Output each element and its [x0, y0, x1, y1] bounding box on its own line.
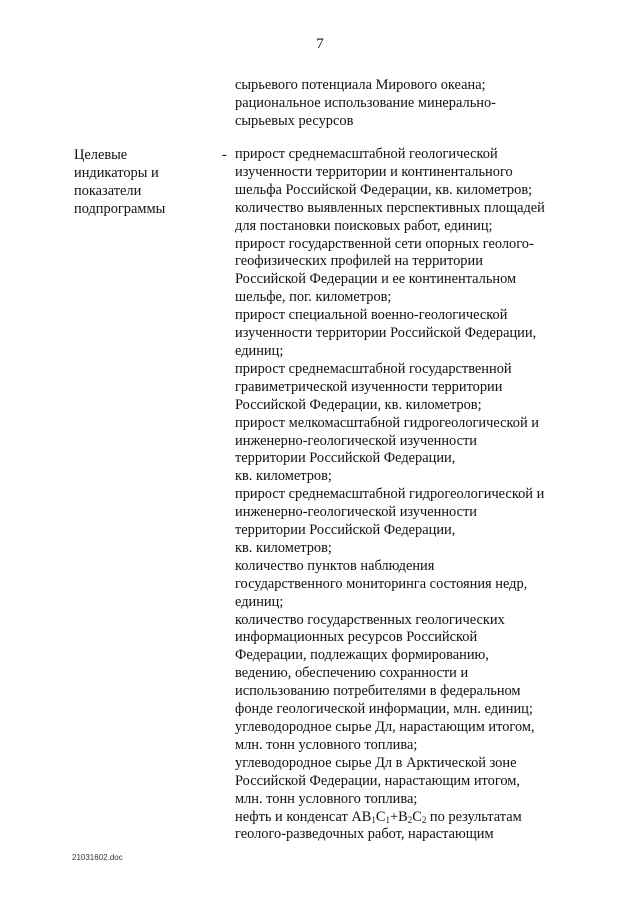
indicator-line: млн. тонн условного топлива; — [235, 736, 418, 753]
indicator-line: инженерно-геологической изученности — [235, 432, 477, 449]
section-label-line: Целевые — [74, 147, 128, 163]
indicator-line: для постановки поисковых работ, единиц; — [235, 217, 493, 234]
reserves-line — [235, 809, 615, 827]
indicator-line: млн. тонн условного топлива; — [235, 790, 418, 807]
reserves-ab: АВ — [351, 808, 372, 825]
indicator-line: геолого-разведочных работ, нарастающим — [235, 826, 494, 843]
indicator-line: геофизических профилей на территории — [235, 253, 483, 270]
indicator-line: прирост государственной сети опорных геолого- — [235, 235, 534, 252]
indicators-list — [235, 146, 615, 844]
indicator-line: шельфе, пог. километров; — [235, 289, 392, 306]
indicator-line: Российской Федерации, кв. километров; — [235, 396, 482, 413]
reserves-sub: 1 — [371, 814, 376, 825]
indicator-line: шельфа Российской Федерации, кв. километров; — [235, 181, 533, 198]
indicator-line: количество выявленных перспективных площадей — [235, 199, 545, 216]
intro-line: сырьевых ресурсов — [235, 113, 354, 129]
indicator-line: инженерно-геологической изученности — [235, 504, 477, 521]
indicator-line: Федерации, подлежащих формированию, — [235, 647, 489, 664]
indicator-line: Российской Федерации, нарастающим итогом, — [235, 772, 520, 789]
indicator-line: Российской Федерации и ее континентальном — [235, 271, 517, 288]
page-number: 7 — [316, 36, 324, 52]
indicator-line: прирост среднемасштабной государственной — [235, 360, 512, 377]
indicator-line: территории Российской Федерации, — [235, 522, 456, 539]
footer-filename: 21031602.doc — [72, 853, 123, 862]
indicator-line: изученности территории Российской Федерации, — [235, 325, 537, 342]
indicator-line: прирост среднемасштабной геологической — [235, 146, 498, 162]
indicator-line: единиц; — [235, 593, 284, 610]
indicator-line: фонде геологической информации, млн. единиц; — [235, 701, 533, 718]
section-label — [74, 146, 214, 218]
indicator-line: государственного мониторинга состояния недр, — [235, 575, 528, 592]
indicator-line: единиц; — [235, 342, 284, 359]
indicator-line: гравиметрической изученности территории — [235, 378, 503, 395]
indicator-line: ведению, обеспечению сохранности и — [235, 665, 469, 682]
reserves-sub: 1 — [385, 814, 390, 825]
intro-line: сырьевого потенциала Мирового океана; — [235, 77, 486, 93]
reserves-plus-b: +В — [389, 808, 408, 825]
section-label-line: показатели — [74, 183, 142, 199]
intro-text — [235, 76, 615, 130]
indicator-line: углеводородное сырье Дл, нарастающим итогом, — [235, 719, 535, 735]
reserves-sub: 2 — [407, 814, 413, 825]
indicator-line: прирост специальной военно-геологической — [235, 307, 508, 324]
section-label-line: индикаторы и — [74, 165, 159, 181]
indicator-line: количество пунктов наблюдения — [235, 557, 435, 574]
indicator-line: изученности территории и континентального — [235, 163, 513, 180]
reserves-c2: С — [412, 808, 422, 825]
indicator-line: количество государственных геологических — [235, 611, 505, 628]
reserves-suffix: по результатам — [426, 808, 522, 825]
reserves-prefix: нефть и конденсат — [235, 808, 352, 825]
indicator-line: углеводородное сырье Дл в Арктической зоне — [235, 754, 517, 771]
indicator-line: кв. километров; — [235, 468, 332, 485]
indicator-line: территории Российской Федерации, — [235, 450, 456, 467]
indicator-line: прирост среднемасштабной гидрогеологической и — [235, 486, 545, 503]
reserves-sub: 2 — [421, 814, 427, 825]
indicator-line: прирост мелкомасштабной гидрогеологической и — [235, 414, 539, 431]
indicator-line: кв. километров; — [235, 539, 332, 556]
indicator-line: информационных ресурсов Российской — [235, 629, 478, 646]
reserves-c: С — [375, 808, 386, 825]
intro-line: рациональное использование минерально- — [235, 95, 496, 111]
list-dash: - — [222, 147, 227, 163]
indicator-line: использованию потребителями в федеральном — [235, 683, 521, 700]
section-label-line: подпрограммы — [74, 201, 166, 217]
